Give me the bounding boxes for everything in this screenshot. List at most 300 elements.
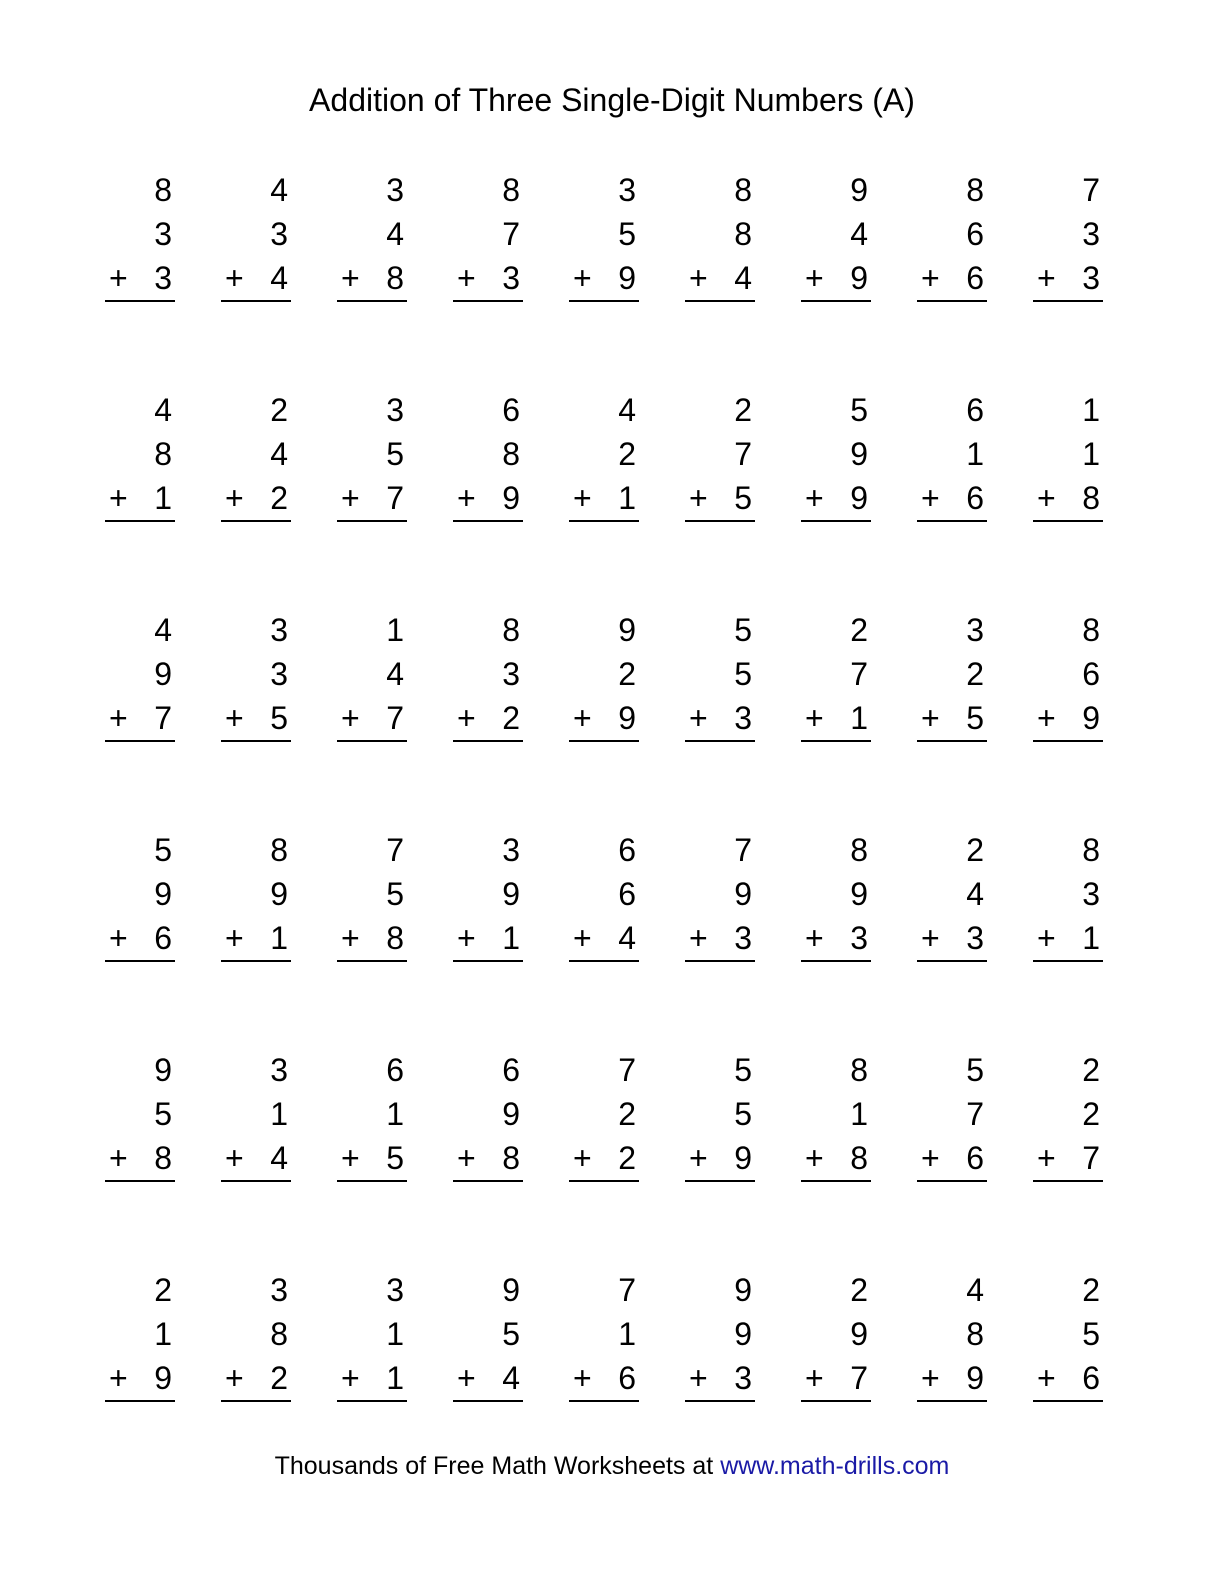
addend-line-with-operator (105, 916, 175, 962)
addition-problem (685, 608, 755, 828)
addend-line (685, 1048, 755, 1092)
addition-problem (569, 828, 639, 1048)
addend-line-with-operator (685, 916, 755, 962)
addend-line-with-operator (685, 476, 755, 522)
addend: 3 (1082, 876, 1100, 912)
addend: 7 (850, 656, 868, 692)
plus-sign: + (1037, 1360, 1056, 1396)
addend-line (569, 1048, 639, 1092)
addend-line (337, 872, 407, 916)
addend-line (337, 388, 407, 432)
addition-problem (453, 608, 523, 828)
addend-line (685, 168, 755, 212)
addend: 1 (270, 920, 288, 956)
addend: 6 (618, 1360, 636, 1396)
addend-line-with-operator (801, 256, 871, 302)
addend: 1 (618, 480, 636, 516)
plus-sign: + (1037, 1140, 1056, 1176)
plus-sign: + (341, 1360, 360, 1396)
plus-sign: + (805, 1140, 824, 1176)
plus-sign: + (689, 700, 708, 736)
addend-line (801, 1092, 871, 1136)
plus-sign: + (1037, 260, 1056, 296)
addition-problem (105, 168, 175, 388)
addend: 9 (850, 172, 868, 208)
addend-line (917, 608, 987, 652)
addend-line (453, 828, 523, 872)
addend: 2 (270, 1360, 288, 1396)
addend: 1 (386, 612, 404, 648)
addend-line (569, 828, 639, 872)
addend: 8 (386, 260, 404, 296)
addend: 7 (502, 216, 520, 252)
addend-line-with-operator (453, 256, 523, 302)
addend: 6 (966, 480, 984, 516)
addend: 3 (734, 920, 752, 956)
addend: 9 (502, 876, 520, 912)
addend: 9 (966, 1360, 984, 1396)
addend-line (337, 1048, 407, 1092)
addend-line (1033, 388, 1103, 432)
addend: 9 (734, 1316, 752, 1352)
addend: 7 (154, 700, 172, 736)
addend-line (569, 432, 639, 476)
addend: 7 (618, 1272, 636, 1308)
addend: 4 (154, 392, 172, 428)
addend: 3 (502, 260, 520, 296)
addend: 3 (502, 656, 520, 692)
addend-line (569, 652, 639, 696)
addend-line (453, 1092, 523, 1136)
addend-line (801, 1268, 871, 1312)
plus-sign: + (1037, 480, 1056, 516)
addend-line (453, 1048, 523, 1092)
addend-line (337, 1312, 407, 1356)
addend-line (105, 1312, 175, 1356)
addend-line (221, 1048, 291, 1092)
addend: 1 (386, 1360, 404, 1396)
addend: 9 (850, 876, 868, 912)
plus-sign: + (573, 1360, 592, 1396)
addition-problem (1033, 168, 1103, 388)
addend-line (685, 432, 755, 476)
addend: 6 (154, 920, 172, 956)
addition-problem (801, 168, 871, 388)
plus-sign: + (109, 1140, 128, 1176)
addend: 8 (850, 1052, 868, 1088)
addend: 8 (734, 172, 752, 208)
plus-sign: + (457, 1360, 476, 1396)
addend-line (105, 1048, 175, 1092)
addition-problem (569, 608, 639, 828)
addend-line-with-operator (917, 476, 987, 522)
plus-sign: + (921, 260, 940, 296)
addend-line (917, 652, 987, 696)
addend: 1 (386, 1096, 404, 1132)
addend: 8 (1082, 612, 1100, 648)
addend: 9 (850, 480, 868, 516)
addend: 7 (850, 1360, 868, 1396)
addend: 4 (270, 1140, 288, 1176)
addend: 5 (270, 700, 288, 736)
plus-sign: + (689, 1140, 708, 1176)
addition-problem (337, 168, 407, 388)
addition-problem (453, 1048, 523, 1268)
addition-problem (1033, 1048, 1103, 1268)
addend: 7 (386, 480, 404, 516)
addend-line (221, 652, 291, 696)
addend-line-with-operator (569, 696, 639, 742)
addend-line (917, 212, 987, 256)
addend: 2 (618, 1096, 636, 1132)
addition-problem (801, 388, 871, 608)
plus-sign: + (921, 700, 940, 736)
addend-line (221, 608, 291, 652)
addend: 2 (270, 480, 288, 516)
addend-line-with-operator (105, 256, 175, 302)
addend: 3 (850, 920, 868, 956)
addend-line-with-operator (221, 1136, 291, 1182)
addend: 9 (502, 1096, 520, 1132)
addend-line (453, 388, 523, 432)
addend-line (105, 608, 175, 652)
addition-problem (337, 608, 407, 828)
plus-sign: + (921, 480, 940, 516)
addend-line-with-operator (917, 1136, 987, 1182)
addend-line (801, 388, 871, 432)
addend-line (453, 872, 523, 916)
addend: 3 (270, 216, 288, 252)
addend: 5 (966, 1052, 984, 1088)
addend: 8 (1082, 832, 1100, 868)
addend-line (453, 608, 523, 652)
addend-line (917, 828, 987, 872)
addend: 7 (734, 436, 752, 472)
addend: 9 (154, 1360, 172, 1396)
addend-line-with-operator (917, 256, 987, 302)
addend: 9 (618, 612, 636, 648)
plus-sign: + (921, 1360, 940, 1396)
addend: 5 (154, 832, 172, 868)
addend: 1 (1082, 392, 1100, 428)
addend: 9 (154, 656, 172, 692)
addend-line-with-operator (337, 1356, 407, 1402)
addend-line-with-operator (569, 256, 639, 302)
addend-line (1033, 872, 1103, 916)
addend-line-with-operator (685, 1356, 755, 1402)
plus-sign: + (805, 700, 824, 736)
plus-sign: + (341, 260, 360, 296)
addend-line (221, 432, 291, 476)
addend: 8 (1082, 480, 1100, 516)
addend-line-with-operator (801, 916, 871, 962)
addend-line-with-operator (221, 696, 291, 742)
addend: 8 (154, 1140, 172, 1176)
addend-line (221, 388, 291, 432)
addend-line-with-operator (801, 696, 871, 742)
addend-line (1033, 1048, 1103, 1092)
addend-line (221, 872, 291, 916)
addend: 7 (618, 1052, 636, 1088)
addition-problem (221, 1048, 291, 1268)
addend: 3 (386, 392, 404, 428)
plus-sign: + (573, 1140, 592, 1176)
addend-line (1033, 1312, 1103, 1356)
addition-problem (337, 388, 407, 608)
addition-problem (221, 828, 291, 1048)
problem-row (105, 168, 1105, 388)
addend-line (917, 168, 987, 212)
addend-line-with-operator (1033, 696, 1103, 742)
addend: 3 (1082, 216, 1100, 252)
addend-line-with-operator (569, 476, 639, 522)
addend: 4 (966, 876, 984, 912)
addition-problem (801, 608, 871, 828)
addend-line (685, 828, 755, 872)
addend: 6 (502, 392, 520, 428)
plus-sign: + (341, 700, 360, 736)
plus-sign: + (457, 480, 476, 516)
addend-line (105, 1268, 175, 1312)
plus-sign: + (805, 480, 824, 516)
addend-line (105, 652, 175, 696)
plus-sign: + (921, 1140, 940, 1176)
addend-line (105, 872, 175, 916)
addend-line (337, 608, 407, 652)
addend-line-with-operator (221, 256, 291, 302)
addend-line-with-operator (105, 1136, 175, 1182)
addend-line-with-operator (221, 476, 291, 522)
addition-problem (105, 388, 175, 608)
addend-line (453, 212, 523, 256)
addend: 2 (1082, 1052, 1100, 1088)
addend-line (221, 1092, 291, 1136)
addend-line (801, 608, 871, 652)
addend: 3 (966, 612, 984, 648)
addition-problem (105, 1048, 175, 1268)
addend: 1 (154, 1316, 172, 1352)
addend-line (801, 168, 871, 212)
addend-line (1033, 168, 1103, 212)
addend: 9 (502, 1272, 520, 1308)
plus-sign: + (225, 1360, 244, 1396)
plus-sign: + (573, 920, 592, 956)
addend: 4 (502, 1360, 520, 1396)
addend: 9 (850, 260, 868, 296)
addition-problem (917, 828, 987, 1048)
addend: 3 (270, 656, 288, 692)
addend: 6 (966, 216, 984, 252)
addition-problem (1033, 828, 1103, 1048)
addend-line (569, 872, 639, 916)
addend-line-with-operator (569, 916, 639, 962)
addend-line-with-operator (685, 256, 755, 302)
addend: 4 (386, 216, 404, 252)
addend-line (221, 1268, 291, 1312)
addend: 6 (618, 832, 636, 868)
addend-line (453, 652, 523, 696)
addend: 9 (154, 876, 172, 912)
addend: 8 (850, 832, 868, 868)
addend-line-with-operator (1033, 256, 1103, 302)
addend-line (221, 828, 291, 872)
addition-problem (453, 388, 523, 608)
addend-line (917, 1092, 987, 1136)
addend: 9 (618, 700, 636, 736)
addend-line (801, 212, 871, 256)
plus-sign: + (109, 480, 128, 516)
plus-sign: + (457, 920, 476, 956)
plus-sign: + (457, 260, 476, 296)
addition-problem (917, 608, 987, 828)
addend: 9 (850, 436, 868, 472)
plus-sign: + (109, 1360, 128, 1396)
addend: 6 (386, 1052, 404, 1088)
addend-line (1033, 1268, 1103, 1312)
addend-line (801, 1312, 871, 1356)
plus-sign: + (457, 700, 476, 736)
addend-line (569, 212, 639, 256)
worksheet-title: Addition of Three Single-Digit Numbers (A) (309, 82, 915, 118)
addend: 3 (734, 1360, 752, 1396)
addend: 3 (154, 216, 172, 252)
addend-line-with-operator (337, 256, 407, 302)
addend: 6 (618, 876, 636, 912)
addend: 8 (502, 172, 520, 208)
addend-line (685, 652, 755, 696)
addend: 8 (966, 172, 984, 208)
addend: 2 (850, 1272, 868, 1308)
plus-sign: + (109, 920, 128, 956)
addend: 3 (618, 172, 636, 208)
addend-line (917, 1312, 987, 1356)
plus-sign: + (225, 1140, 244, 1176)
addend-line (569, 1092, 639, 1136)
addend: 9 (270, 876, 288, 912)
addend-line-with-operator (453, 696, 523, 742)
addition-problem (801, 828, 871, 1048)
addend: 1 (502, 920, 520, 956)
addend-line-with-operator (917, 916, 987, 962)
plus-sign: + (573, 260, 592, 296)
addend-line (569, 388, 639, 432)
addition-problem (337, 1048, 407, 1268)
addend: 2 (154, 1272, 172, 1308)
addend-line (801, 872, 871, 916)
addend: 5 (734, 480, 752, 516)
addend: 1 (966, 436, 984, 472)
addend: 6 (1082, 1360, 1100, 1396)
addend: 2 (1082, 1272, 1100, 1308)
addend: 9 (734, 1140, 752, 1176)
addend: 6 (966, 392, 984, 428)
addend: 8 (154, 172, 172, 208)
addend: 2 (618, 1140, 636, 1176)
addend-line (801, 652, 871, 696)
problem-row (105, 608, 1105, 828)
addend: 5 (1082, 1316, 1100, 1352)
addend-line (1033, 652, 1103, 696)
addend: 7 (386, 700, 404, 736)
addend-line (105, 168, 175, 212)
addend-line-with-operator (801, 476, 871, 522)
plus-sign: + (341, 480, 360, 516)
addend-line-with-operator (105, 696, 175, 742)
addition-problem (801, 1048, 871, 1268)
addition-problem (917, 168, 987, 388)
addend: 3 (270, 612, 288, 648)
addend-line (221, 212, 291, 256)
addend-line-with-operator (685, 696, 755, 742)
addend-line (917, 1268, 987, 1312)
footer-link[interactable]: www.math-drills.com (720, 1452, 950, 1480)
addend: 9 (618, 260, 636, 296)
addend: 6 (966, 260, 984, 296)
addend: 5 (850, 392, 868, 428)
addend: 5 (734, 1052, 752, 1088)
addend-line (1033, 608, 1103, 652)
addend: 9 (734, 876, 752, 912)
plus-sign: + (341, 920, 360, 956)
addend-line-with-operator (801, 1136, 871, 1182)
addition-problem (105, 608, 175, 828)
addend: 4 (618, 920, 636, 956)
addend-line (1033, 432, 1103, 476)
addend: 6 (502, 1052, 520, 1088)
addend: 5 (734, 1096, 752, 1132)
addend: 3 (1082, 260, 1100, 296)
addend: 8 (734, 216, 752, 252)
addend-line (221, 1312, 291, 1356)
addend: 7 (734, 832, 752, 868)
addend: 8 (386, 920, 404, 956)
addend: 8 (270, 1316, 288, 1352)
plus-sign: + (689, 260, 708, 296)
addend: 1 (154, 480, 172, 516)
addend: 8 (270, 832, 288, 868)
addend-line-with-operator (917, 696, 987, 742)
addend: 3 (154, 260, 172, 296)
addend: 2 (966, 832, 984, 868)
addition-problem (221, 608, 291, 828)
addend: 2 (270, 392, 288, 428)
addend-line (453, 168, 523, 212)
addend: 4 (850, 216, 868, 252)
addend-line-with-operator (1033, 916, 1103, 962)
addend: 5 (386, 1140, 404, 1176)
addend: 2 (618, 656, 636, 692)
addition-problem (221, 168, 291, 388)
addend-line (569, 168, 639, 212)
addend: 4 (734, 260, 752, 296)
addend: 3 (734, 700, 752, 736)
addend-line (801, 432, 871, 476)
addend: 9 (734, 1272, 752, 1308)
addend: 8 (966, 1316, 984, 1352)
footer-text: Thousands of Free Math Worksheets at (274, 1452, 721, 1480)
plus-sign: + (109, 700, 128, 736)
addend-line (1033, 828, 1103, 872)
problem-row (105, 388, 1105, 608)
plus-sign: + (457, 1140, 476, 1176)
addend: 1 (850, 700, 868, 736)
addend-line-with-operator (801, 1356, 871, 1402)
addend: 5 (386, 436, 404, 472)
addition-problem (917, 388, 987, 608)
addend-line (337, 432, 407, 476)
problem-grid (105, 168, 1105, 1488)
addition-problem (1033, 608, 1103, 828)
